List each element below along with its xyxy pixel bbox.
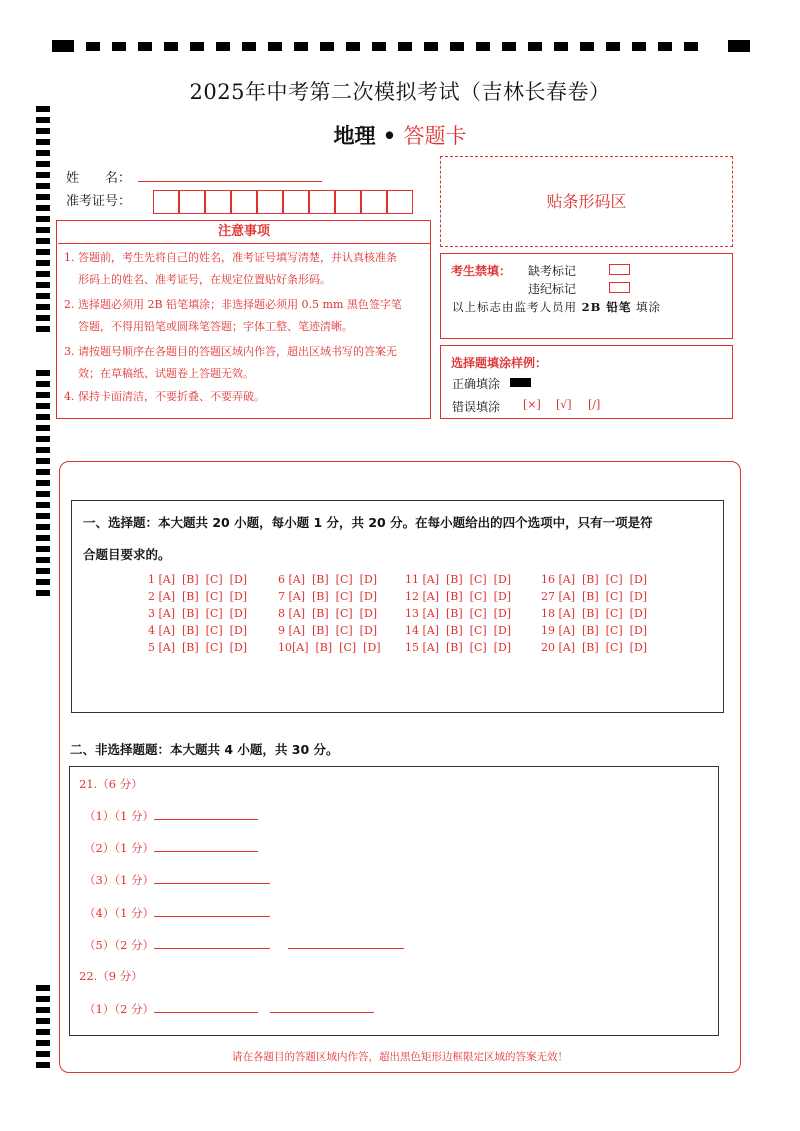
section1-heading-cont: 合题目要求的。 <box>83 547 171 562</box>
mc-q6[interactable]: 6 [A] [B] [C] [D] <box>278 573 378 586</box>
forbid-note-post: 填涂 <box>636 300 662 314</box>
q21-part4-label: （4）（1 分） <box>84 906 155 920</box>
notice-item-1b: 形码上的姓名、准考证号，在规定位置贴好条形码。 <box>78 273 331 286</box>
notice-item-4: 4. 保持卡面清洁，不要折叠、不要弄破。 <box>64 390 265 403</box>
q21-heading: 21.（6 分） <box>79 777 143 791</box>
notice-item-3: 3. 请按题号顺序在各题目的答题区域内作答，超出区域书写的答案无 <box>64 345 397 358</box>
mc-q12[interactable]: 12 [A] [B] [C] [D] <box>405 590 512 603</box>
q22-part1-label: （1）（2 分） <box>84 1002 155 1016</box>
q22-part1[interactable] <box>84 1001 374 1017</box>
q21-part4[interactable] <box>84 905 270 921</box>
mc-q8[interactable]: 8 [A] [B] [C] [D] <box>278 607 378 620</box>
wrong-label: 错误填涂 <box>452 400 501 414</box>
q21-part1-label: （1）（1 分） <box>84 809 155 823</box>
answer-card-label: 答题卡 <box>403 124 467 148</box>
filled-mark-sample <box>510 378 531 387</box>
page-subtitle <box>0 120 800 150</box>
barcode-label: 贴条形码区 <box>546 192 627 211</box>
footer-warning: 请在各题目的答题区域内作答，超出黑色矩形边框限定区域的答案无效！ <box>232 1051 568 1063</box>
mc-q14[interactable]: 14 [A] [B] [C] [D] <box>405 624 512 637</box>
mc-q16[interactable]: 16 [A] [B] [C] [D] <box>541 573 648 586</box>
mc-q11[interactable]: 11 [A] [B] [C] [D] <box>405 573 512 586</box>
mc-q15[interactable]: 15 [A] [B] [C] [D] <box>405 641 512 654</box>
forbid-label: 考生禁填： <box>451 264 512 278</box>
absent-mark-box[interactable] <box>609 264 630 275</box>
wrong-mark-2: [√] <box>556 398 572 411</box>
forbid-note <box>452 299 661 315</box>
wrong-mark-1: [×] <box>523 398 541 411</box>
notice-item-2b: 答题，不得用铅笔或圆珠笔答题；字体工整、笔迹清晰。 <box>78 320 353 333</box>
absent-mark-label: 缺考标记 <box>528 264 577 278</box>
name-field[interactable] <box>138 181 322 182</box>
mc-q18[interactable]: 18 [A] [B] [C] [D] <box>541 607 648 620</box>
q21-part3[interactable] <box>84 872 270 888</box>
correct-label: 正确填涂 <box>452 377 501 391</box>
mc-q10[interactable]: 10[A] [B] [C] [D] <box>278 641 381 654</box>
q21-part2[interactable] <box>84 840 258 856</box>
mc-q17[interactable]: 27 [A] [B] [C] [D] <box>541 590 648 603</box>
notice-item-1: 1. 答题前，考生先将自己的姓名，准考证号填写清楚，并认真核准条 <box>64 251 397 264</box>
forbid-note-bold: 2B 铅笔 <box>581 300 632 314</box>
free-response-box <box>69 766 719 1036</box>
section1-heading: 一、选择题：本大题共 20 小题，每小题 1 分，共 20 分。在每小题给出的四个选项中，只有一项是符 <box>83 515 653 530</box>
q21-part2-label: （2）（1 分） <box>84 841 155 855</box>
q21-part1[interactable] <box>84 808 258 824</box>
violation-mark-box[interactable] <box>609 282 630 293</box>
page-title: 2025年中考第二次模拟考试（吉林长春卷） <box>189 80 611 104</box>
q21-part5-label: （5）（2 分） <box>84 938 155 952</box>
mc-q3[interactable]: 3 [A] [B] [C] [D] <box>148 607 248 620</box>
mc-q4[interactable]: 4 [A] [B] [C] [D] <box>148 624 248 637</box>
violation-mark-label: 违纪标记 <box>528 282 577 296</box>
q21-part5[interactable] <box>84 937 404 953</box>
q22-heading: 22.（9 分） <box>79 969 143 983</box>
wrong-mark-3: [/] <box>588 398 601 411</box>
subject-dot: • <box>382 123 397 148</box>
notice-item-3b: 效；在草稿纸、试题卷上答题无效。 <box>78 367 254 380</box>
subject-name: 地理 <box>333 123 376 148</box>
mc-q20[interactable]: 20 [A] [B] [C] [D] <box>541 641 648 654</box>
notice-heading: 注意事项 <box>58 221 430 244</box>
mc-q7[interactable]: 7 [A] [B] [C] [D] <box>278 590 378 603</box>
id-label: 准考证号： <box>66 194 132 209</box>
mc-q13[interactable]: 13 [A] [B] [C] [D] <box>405 607 512 620</box>
mc-q19[interactable]: 19 [A] [B] [C] [D] <box>541 624 648 637</box>
name-label: 姓 名： <box>66 171 132 186</box>
q21-part3-label: （3）（1 分） <box>84 873 155 887</box>
mc-q9[interactable]: 9 [A] [B] [C] [D] <box>278 624 378 637</box>
notice-item-2: 2. 选择题必须用 2B 铅笔填涂；非选择题必须用 0.5 mm 黑色签字笔 <box>64 298 402 311</box>
forbid-note-pre: 以上标志由监考人员用 <box>452 300 577 314</box>
mc-q2[interactable]: 2 [A] [B] [C] [D] <box>148 590 248 603</box>
mc-q1[interactable]: 1 [A] [B] [C] [D] <box>148 573 248 586</box>
sample-label: 选择题填涂样例： <box>451 356 548 370</box>
section2-heading: 二、非选择题题：本大题共 4 小题，共 30 分。 <box>70 742 339 757</box>
mc-q5[interactable]: 5 [A] [B] [C] [D] <box>148 641 248 654</box>
barcode-area <box>440 156 733 247</box>
